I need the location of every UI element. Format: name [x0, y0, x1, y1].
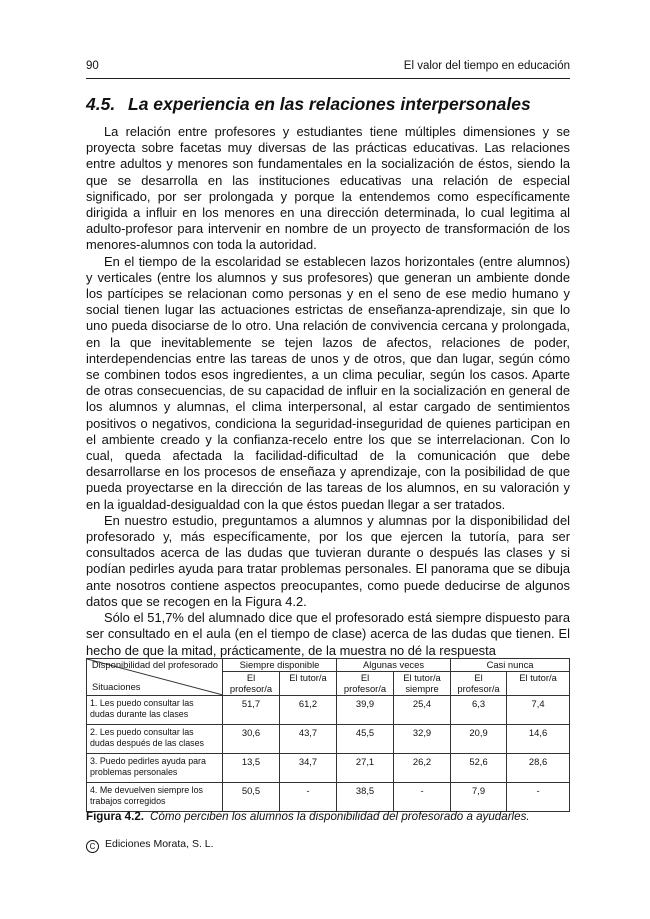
table-cell: -	[394, 783, 451, 812]
table-cell: 51,7	[223, 696, 280, 725]
table-cell: 28,6	[507, 754, 570, 783]
page-header	[86, 60, 570, 76]
table-cell: 25,4	[394, 696, 451, 725]
table-cell: 13,5	[223, 754, 280, 783]
table-cell: 52,6	[451, 754, 507, 783]
table-cell: 7,4	[507, 696, 570, 725]
paragraph: La relación entre profesores y estudiantes tiene múltiples dimensiones y se proyecta sobre facetas muy diversas de las prácticas educativas. Las relaciones entre adultos y menores son fundamentales en la socialización de éstos, siendo la que se desarrolla en las instituciones educativas una relación de especial significado, por ser prolongada y porque la entendemos como específicamente dirigida a influir en los menores en una dirección determinada, lo cual legitima al adulto-profesor para intervenir en nombre de un proyecto de transformación de los menores-alumnos con toda la autoridad.	[86, 124, 570, 253]
corner-top-label: Disponibilidad del profesorado	[91, 659, 218, 670]
row-label: 2. Les puedo consultar las dudas después de las clases	[87, 725, 223, 754]
page-number: 90	[86, 60, 99, 72]
table-cell: 26,2	[394, 754, 451, 783]
table-cell: 20,9	[451, 725, 507, 754]
table-cell: 34,7	[280, 754, 337, 783]
column-header: El tutor/a	[280, 672, 337, 696]
figure-caption	[86, 810, 570, 823]
figure-table	[86, 658, 569, 806]
table-cell: 6,3	[451, 696, 507, 725]
running-title: El valor del tiempo en educación	[403, 60, 570, 72]
column-header: El profesor/a	[223, 672, 280, 696]
table-cell: 38,5	[337, 783, 394, 812]
column-header: El tutor/a siempre	[394, 672, 451, 696]
column-header: El profesor/a	[337, 672, 394, 696]
column-header: El profesor/a	[451, 672, 507, 696]
table-cell: -	[507, 783, 570, 812]
publisher-name: Ediciones Morata, S. L.	[105, 838, 214, 850]
table-cell: 7,9	[451, 783, 507, 812]
table-row	[87, 754, 570, 783]
row-label: 3. Puedo pedirles ayuda para problemas personales	[87, 754, 223, 783]
table-cell: 43,7	[280, 725, 337, 754]
table-cell: 27,1	[337, 754, 394, 783]
table-cell: 50,5	[223, 783, 280, 812]
header-rule	[86, 78, 570, 79]
paragraph: En el tiempo de la escolaridad se establecen lazos horizontales (entre alumnos) y verticales (entre los alumnos y sus profesores) que generan un ambiente donde los partícipes se relacionan como personas y en el seno de ese medio humano y social tienen lugar las actuaciones estrictas de enseñanza-aprendizaje, sin que lo uno pueda disociarse de lo otro. Una relación de convivencia cercana y prolongada, en la que inevitablemente se tejen lazos de afectos, relaciones de poder, interdependencias entre las tareas de unos y de otros, que dan lugar, según cómo se combinen todos esos ingredientes, a un clima peculiar, según los casos. Aparte de otras consecuencias, de su capacidad de influir en la socialización en general de los alumnos y alumnas, el clima interpersonal, al estar cargado de sentimientos positivos o negativos, condiciona la seguridad-inseguridad de quienes participan en el ambiente creado y la confianza-recelo entre los que se interrelacionan. Con lo cual, queda afectada la facilidad-dificultad de la comunicación que debe desarrollarse en los procesos de enseñaza y aprendizaje, con la posibilidad de que pueda proyectarse en la dirección de las tareas de los alumnos, en su valoración y en la igualdad-desigualdad con la que éstos puedan llegar a ser tratados.	[86, 253, 570, 512]
table-cell: -	[280, 783, 337, 812]
table-cell: 30,6	[223, 725, 280, 754]
table-row	[87, 696, 570, 725]
caption-label: Figura 4.2.	[86, 810, 144, 823]
column-group-header: Algunas veces	[337, 659, 451, 672]
table-cell: 32,9	[394, 725, 451, 754]
table-cell: 61,2	[280, 696, 337, 725]
column-header: El tutor/a	[507, 672, 570, 696]
table-row	[87, 783, 570, 812]
page-footer	[86, 838, 214, 853]
table-row	[87, 725, 570, 754]
caption-text: Cómo perciben los alumnos la disponibilidad del profesorado a ayudarles.	[150, 810, 530, 823]
row-label: 4. Me devuelven siempre los trabajos corregidos	[87, 783, 223, 812]
row-label: 1. Les puedo consultar las dudas durante las clases	[87, 696, 223, 725]
copyright-icon: C	[86, 840, 99, 853]
table-cell: 14,6	[507, 725, 570, 754]
column-group-header: Siempre disponible	[223, 659, 337, 672]
section-title: La experiencia en las relaciones interpersonales	[128, 94, 531, 114]
table-corner-cell	[87, 659, 223, 696]
table-cell: 39,9	[337, 696, 394, 725]
body-text	[86, 124, 570, 659]
section-heading	[86, 94, 570, 115]
section-number: 4.5.	[86, 94, 116, 114]
paragraph: En nuestro estudio, preguntamos a alumnos y alumnas por la disponibilidad del profesorado y, más específicamente, por los que ejercen la tutoría, para ser consultados acerca de las dudas que tuvieran durante o después las clases y si podían pedirles ayuda para tratar problemas personales. El panorama que se dibuja ante nosotros contiene aspectos preocupantes, como puede deducirse de algunos datos que se recogen en la Figura 4.2.	[86, 512, 570, 609]
paragraph: Sólo el 51,7% del alumnado dice que el profesorado está siempre dispuesto para ser consultado en el aula (en el tiempo de clase) acerca de las dudas que tienen. El hecho de que la mitad, prácticamente, de la muestra no dé la respuesta	[86, 610, 570, 658]
corner-bottom-label: Situaciones	[92, 681, 141, 692]
column-group-header: Casi nunca	[451, 659, 570, 672]
table-cell: 45,5	[337, 725, 394, 754]
